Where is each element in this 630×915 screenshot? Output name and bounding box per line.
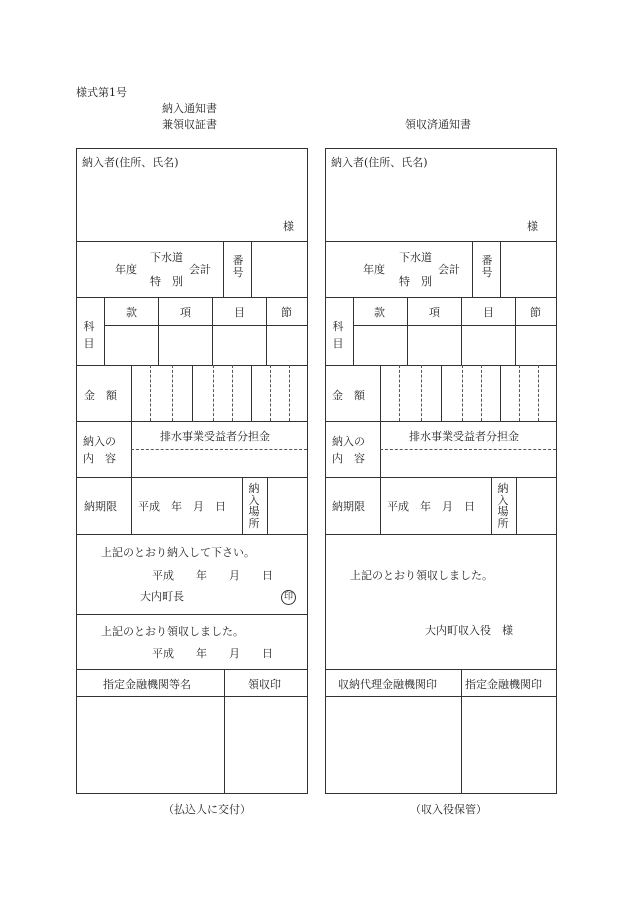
right-account-2: 特 別 [399, 275, 432, 288]
left-received: 上記のとおり領収しました。 [101, 625, 244, 638]
left-kou: 項 [180, 306, 191, 319]
left-nendo: 年度 [115, 263, 137, 276]
right-kou: 項 [429, 306, 440, 319]
right-setsu: 節 [530, 306, 541, 319]
left-payer-label: 納入者(住所、氏名) [82, 156, 179, 169]
right-naiyo-value: 排水事業受益者分担金 [409, 430, 519, 443]
left-sama: 様 [283, 220, 294, 233]
left-date-line: 平成 年 月 日 [152, 569, 273, 582]
right-kamoku: 科目 [332, 320, 344, 350]
right-payer-label: 納入者(住所、氏名) [331, 156, 428, 169]
right-treasurer: 大内町収入役 様 [425, 624, 513, 637]
left-account-2: 特 別 [150, 275, 183, 288]
right-moku: 目 [483, 306, 494, 319]
right-account-3: 会計 [438, 263, 460, 276]
left-account-1: 下水道 [150, 251, 183, 264]
left-kan: 款 [126, 306, 137, 319]
left-form [76, 148, 308, 794]
left-naiyo-label-1: 納入の [83, 435, 116, 448]
right-kingaku: 金 額 [332, 389, 365, 402]
right-sama: 様 [527, 220, 538, 233]
right-footer: （収入役保管） [410, 803, 487, 816]
right-naiyo-label-1: 納入の [332, 435, 365, 448]
right-kigen-value: 平成 年 月 日 [387, 500, 475, 513]
left-title-line2: 兼領収証書 [162, 118, 217, 131]
left-title-line1: 納入通知書 [162, 102, 217, 115]
right-kigen-label: 納期限 [332, 500, 365, 513]
right-bango: 番号 [481, 254, 493, 279]
left-kamoku: 科目 [83, 320, 95, 350]
right-bank-seal: 指定金融機関印 [465, 678, 542, 691]
right-form [325, 148, 557, 794]
left-bango: 番号 [232, 254, 244, 279]
right-basho: 納入場所 [497, 482, 509, 530]
left-naiyo-value: 排水事業受益者分担金 [160, 430, 270, 443]
left-seal-mark: 印 [281, 590, 296, 605]
left-date-line-2: 平成 年 月 日 [152, 647, 273, 660]
left-moku: 目 [234, 306, 245, 319]
left-basho: 納入場所 [248, 482, 260, 530]
left-footer: （払込人に交付） [163, 803, 251, 816]
right-kan: 款 [374, 306, 385, 319]
right-naiyo-label-2: 内 容 [332, 452, 365, 465]
left-bank-label: 指定金融機関等名 [103, 678, 191, 691]
form-number: 様式第1号 [76, 86, 127, 99]
left-setsu: 節 [281, 306, 292, 319]
left-kigen-value: 平成 年 月 日 [138, 500, 226, 513]
right-agent-seal: 収納代理金融機関印 [338, 678, 437, 691]
left-receipt-seal: 領収印 [248, 678, 281, 691]
right-account-1: 下水道 [399, 251, 432, 264]
left-kigen-label: 納期限 [84, 500, 117, 513]
right-received: 上記のとおり領収しました。 [350, 569, 493, 582]
left-naiyo-label-2: 内 容 [83, 452, 116, 465]
right-nendo: 年度 [363, 263, 385, 276]
left-kingaku: 金 額 [84, 389, 117, 402]
left-notice: 上記のとおり納入して下さい。 [101, 546, 255, 559]
right-title: 領収済通知書 [405, 118, 471, 131]
left-account-3: 会計 [189, 263, 211, 276]
left-mayor: 大内町長 [140, 590, 184, 603]
